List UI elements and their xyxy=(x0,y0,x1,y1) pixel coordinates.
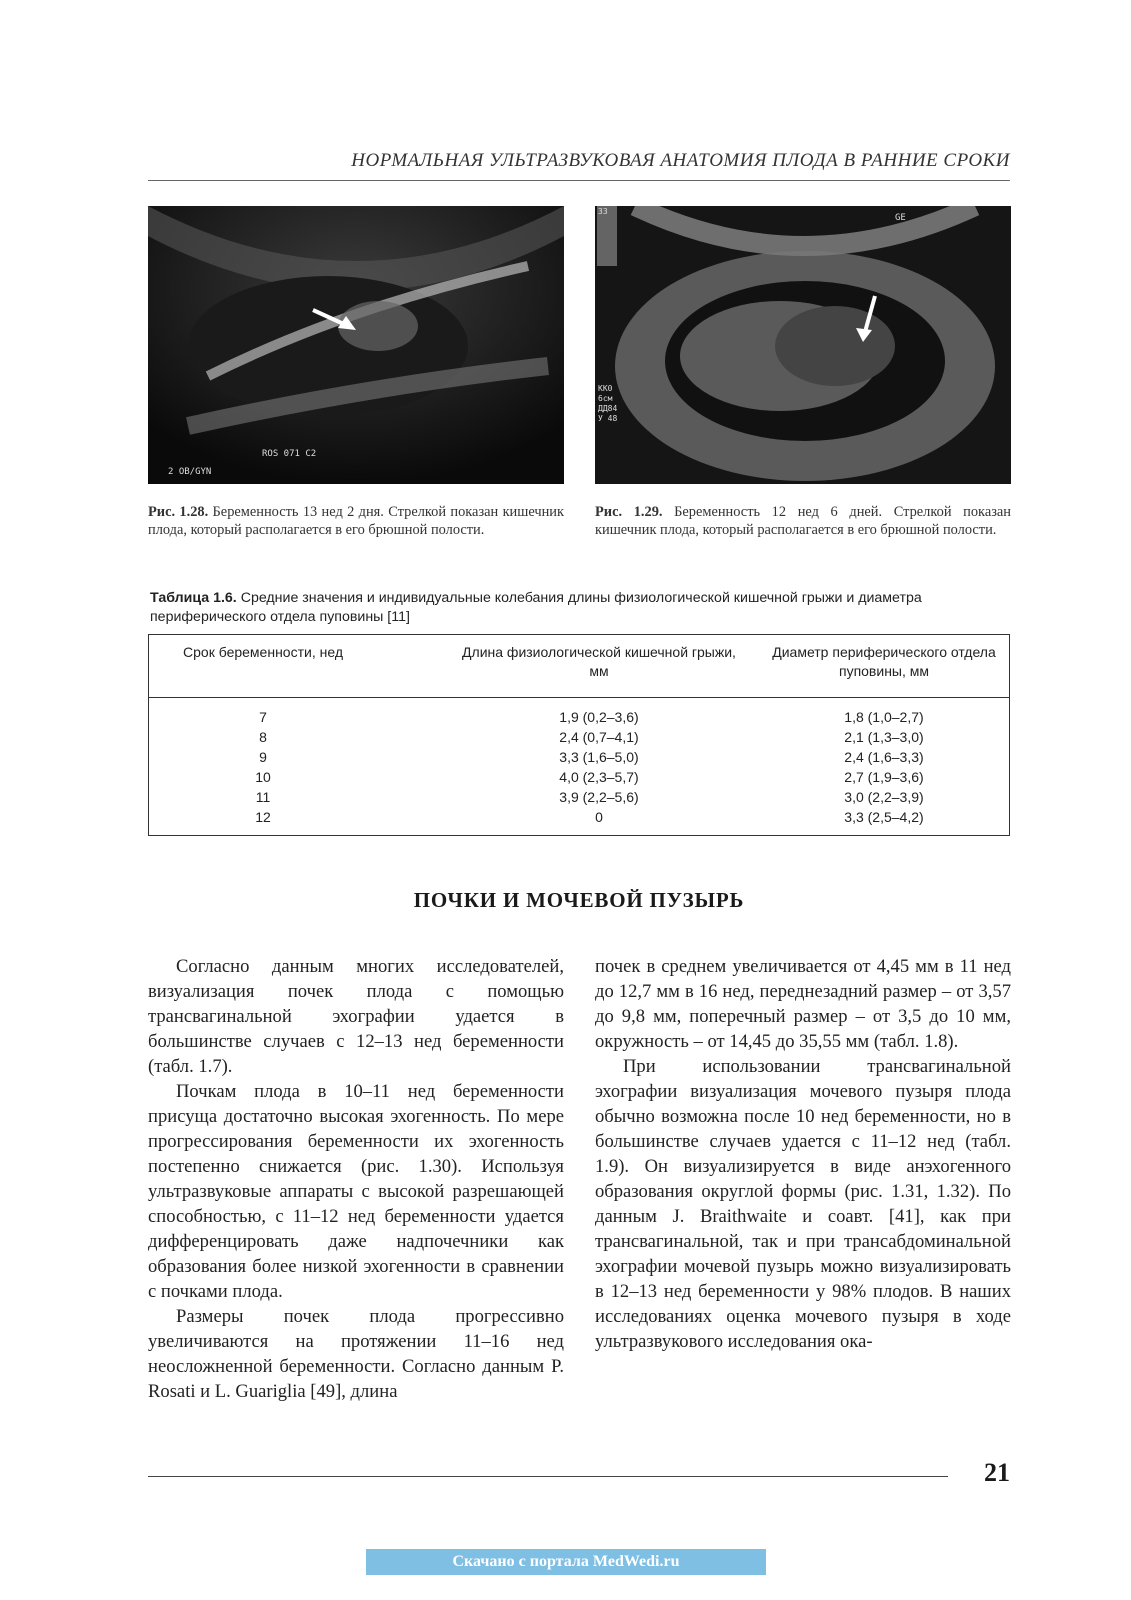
paragraph: почек в среднем увеличивается от 4,45 мм в 11 нед до 12,7 мм в 16 нед, переднезадний размер – от 3,57 до 9,8 мм, поперечный размер – от 3,5 до 10 мм, окружность – от 14,45 до 35,55 мм (табл. 1.8). xyxy=(595,956,1011,1052)
table-row xyxy=(149,768,1009,787)
text-column-right xyxy=(595,954,1011,1354)
table-cell: 2,1 (1,3–3,0) xyxy=(844,729,924,745)
watermark-link[interactable]: Скачано с портала MedWedi.ru xyxy=(366,1549,766,1575)
table-header-rule xyxy=(149,697,1009,698)
table-cell: 1,9 (0,2–3,6) xyxy=(559,709,639,725)
table-header-cell: Срок беременности, нед xyxy=(183,644,343,660)
table-row xyxy=(149,748,1009,767)
caption-text: Беременность 13 нед 2 дня. Стрелкой показан кишечник плода, который располагается в его брюшной полости. xyxy=(148,504,564,538)
scan-label: KK0 xyxy=(598,384,613,393)
table-row xyxy=(149,788,1009,807)
table-cell: 3,3 (2,5–4,2) xyxy=(844,809,924,825)
table-caption: Средние значения и индивидуальные колебания длины физиологической кишечной грыжи и диаметра периферического отдела пуповины [11] xyxy=(150,590,922,625)
table-cell: 7 xyxy=(259,709,267,725)
caption-label: Рис. 1.29. xyxy=(595,504,663,520)
scan-label: У 48 xyxy=(598,414,618,423)
table-header-cell: Диаметр периферического отдела пуповины, мм xyxy=(772,644,996,679)
scan-label: 6см xyxy=(598,394,613,403)
table-cell: 3,3 (1,6–5,0) xyxy=(559,749,639,765)
table-cell: 1,8 (1,0–2,7) xyxy=(844,709,924,725)
table-cell: 3,9 (2,2–5,6) xyxy=(559,789,639,805)
caption-label: Рис. 1.28. xyxy=(148,504,209,520)
table-cell: 8 xyxy=(259,729,267,745)
table-cell: 4,0 (2,3–5,7) xyxy=(559,769,639,785)
scan-label: ROS 071 C2 xyxy=(262,449,317,459)
table-row xyxy=(149,808,1009,827)
ultrasound-image-2 xyxy=(595,206,1011,484)
caption-text: Беременность 12 нед 6 дней. Стрелкой показан кишечник плода, который располагается в его брюшной полости. xyxy=(595,504,1011,538)
figure-caption-2 xyxy=(595,503,1011,539)
scan-label: 33 xyxy=(598,207,608,216)
scan-label: GE xyxy=(895,213,906,223)
table-cell: 3,0 (2,2–3,9) xyxy=(844,789,924,805)
figure-caption-1 xyxy=(148,503,564,539)
section-title: ПОЧКИ И МОЧЕВОЙ ПУЗЫРЬ xyxy=(413,888,745,912)
table-cell: 2,4 (0,7–4,1) xyxy=(559,729,639,745)
table-label: Таблица 1.6. xyxy=(150,590,237,606)
paragraph: Согласно данным многих исследователей, визуализация почек плода с помощью трансвагинальной эхографии удается в большинстве случаев с 12–13 нед беременности (табл. 1.7). xyxy=(148,956,564,1077)
scan-label: 2 OB/GYN xyxy=(168,467,212,477)
table-cell: 10 xyxy=(255,769,271,785)
table-cell: 12 xyxy=(255,809,271,825)
table-cell: 9 xyxy=(259,749,267,765)
table-header-cell: Длина физиологической кишечной грыжи, мм xyxy=(462,644,736,679)
table-cell: 2,7 (1,9–3,6) xyxy=(844,769,924,785)
text-column-left xyxy=(148,954,564,1404)
table-cell: 11 xyxy=(255,789,271,805)
page-number: 21 xyxy=(984,1458,1010,1487)
paragraph: Почкам плода в 10–11 нед беременности присуща достаточно высокая эхогенность. По мере прогрессирования беременности их эхогенность постепенно снижается (рис. 1.30). Используя ультразвуковые аппараты с высокой разрешающей способностью, с 11–12 нед беременности удается дифференцировать даже надпочечники как образования более низкой эхогенности в сравнении с почками плода. xyxy=(148,1081,564,1302)
running-head: НОРМАЛЬНАЯ УЛЬТРАЗВУКОВАЯ АНАТОМИЯ ПЛОДА В РАННИЕ СРОКИ xyxy=(351,150,1010,171)
table-title xyxy=(150,589,1010,627)
ultrasound-image-1 xyxy=(148,206,564,484)
table-row xyxy=(149,728,1009,747)
table-row xyxy=(149,708,1009,727)
table-cell: 0 xyxy=(595,809,603,825)
paragraph: Размеры почек плода прогрессивно увеличиваются на протяжении 11–16 нед неосложненной беременности. Согласно данным P. Rosati и L. Guariglia [49], длина xyxy=(148,1306,564,1402)
header-rule xyxy=(148,180,1010,181)
paragraph: При использовании трансвагинальной эхографии визуализация мочевого пузыря плода обычно возможна после 10 нед беременности, но в большинстве случаев удается с 11–12 нед (табл. 1.9). Он визуализируется в виде анэхогенного образования округлой формы (рис. 1.31, 1.32). По данным J. Braithwaite и соавт. [41], как при трансвагинальной, так и при трансабдоминальной эхографии мочевой пузырь можно визуализировать в 12–13 нед беременности у 98% плодов. В наших исследованиях оценка мочевого пузыря в ходе ультразвукового исследования ока- xyxy=(595,1056,1011,1352)
data-table xyxy=(148,634,1010,836)
table-cell: 2,4 (1,6–3,3) xyxy=(844,749,924,765)
footer-rule xyxy=(148,1476,948,1477)
scan-label: ДД84 xyxy=(598,404,618,413)
